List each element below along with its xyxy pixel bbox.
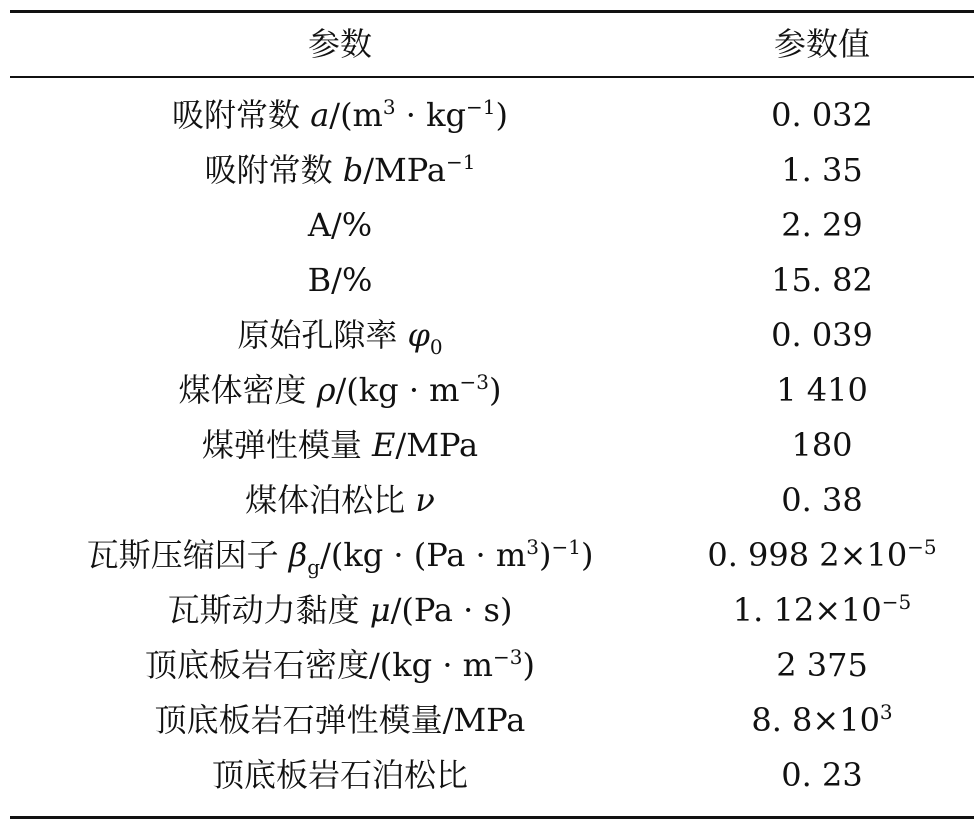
table-header-rule <box>10 76 974 78</box>
param-cell: 原始孔隙率 $\varphi_0$ <box>237 315 443 359</box>
value-cell: 0. 039 <box>771 315 873 354</box>
param-cell: 煤体泊松比 ν <box>245 480 435 519</box>
table-bottom-rule <box>10 816 974 819</box>
value-cell: 0. 23 <box>781 755 863 794</box>
param-cell: 瓦斯压缩因子 $\beta_g/(kg \cdot (Pa \cdot m^3)^{-1})$ <box>86 534 594 579</box>
value-cell: 15. 82 <box>771 260 873 299</box>
value-cell: 2 375 <box>776 645 868 684</box>
param-cell: 瓦斯动力黏度 μ/(Pa · s) <box>167 590 513 629</box>
value-cell: 0. 032 <box>771 95 873 134</box>
table-row <box>10 307 974 362</box>
table-row <box>10 527 974 582</box>
value-cell: 180 <box>791 425 853 464</box>
value-cell: 0. 998 $2\times 10^{-5}$ <box>707 534 937 574</box>
table-row <box>10 747 974 802</box>
value-cell: 2. 29 <box>781 205 863 244</box>
param-cell: A/% <box>307 205 373 244</box>
param-cell: 吸附常数 b/MPa$^{-1}$ <box>204 149 476 189</box>
value-cell: 8. $8\times 10^3$ <box>751 699 893 739</box>
table-row <box>10 142 974 197</box>
param-cell: B/% <box>307 260 373 299</box>
table-row <box>10 692 974 747</box>
header-param: 参数 <box>307 25 372 63</box>
param-cell: 煤弹性模量 E/MPa <box>201 425 479 464</box>
value-cell: 1. 35 <box>781 150 863 189</box>
param-cell: 顶底板岩石密度$/(kg \cdot m^{-3})$ <box>145 644 535 684</box>
header-value: 参数值 <box>773 25 870 63</box>
table-top-rule <box>10 10 974 13</box>
table-row <box>10 197 974 252</box>
param-cell: 吸附常数 $a/(m^3 \cdot kg^{-1})$ <box>172 94 508 134</box>
table-row <box>10 582 974 637</box>
table-row <box>10 362 974 417</box>
param-cell: 顶底板岩石泊松比 <box>211 755 468 794</box>
param-cell: 煤体密度 $\rho/(kg \cdot m^{-3})$ <box>178 369 502 409</box>
table-header-row <box>10 14 974 74</box>
value-cell: 0. 38 <box>781 480 863 519</box>
value-cell: 1 410 <box>776 370 868 409</box>
value-cell: 1. $12\times 10^{-5}$ <box>732 589 912 629</box>
param-cell: 顶底板岩石弹性模量/MPa <box>154 700 526 739</box>
table-row <box>10 417 974 472</box>
table-row <box>10 472 974 527</box>
table-row <box>10 637 974 692</box>
table-row <box>10 252 974 307</box>
table-row <box>10 87 974 142</box>
